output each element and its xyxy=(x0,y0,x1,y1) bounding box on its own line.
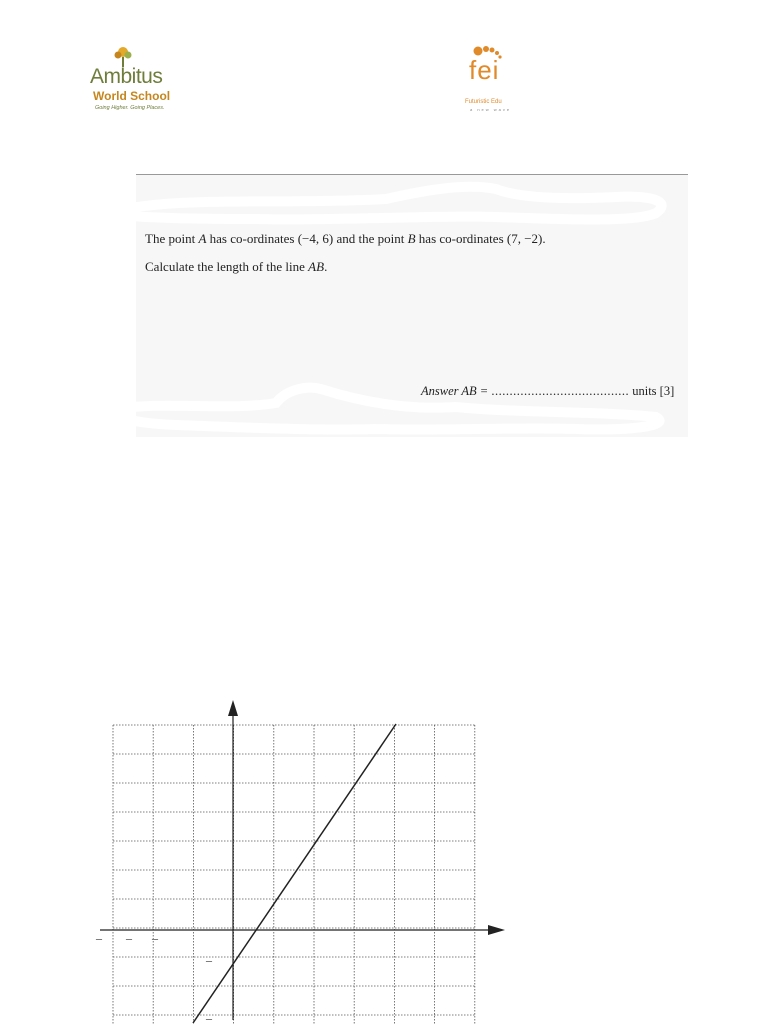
fei-logo-tagline: a new wave xyxy=(470,107,512,112)
y-axis-arrow xyxy=(228,700,238,716)
line-ab-label: AB xyxy=(308,259,325,274)
answer-blank[interactable]: ...................................... xyxy=(491,384,630,398)
point-b-label: B xyxy=(407,231,416,246)
tick-mark: – xyxy=(206,1011,212,1024)
question-text-line1 xyxy=(145,231,546,247)
tick-mark: – xyxy=(152,931,158,945)
ambitus-logo-name: Ambitus xyxy=(90,65,163,88)
answer-line xyxy=(421,384,674,399)
question-text-line2 xyxy=(145,259,327,275)
fei-logo-name: fei xyxy=(469,55,500,85)
answer-units: units [3] xyxy=(629,384,675,398)
question-text: has co-ordinates (7, −2). xyxy=(415,231,546,246)
question-panel xyxy=(136,174,688,437)
line-graph xyxy=(0,690,768,1024)
question-text: has co-ordinates (−4, 6) and the point xyxy=(206,231,408,246)
axes xyxy=(100,700,505,1020)
ambitus-logo-subtitle: World School xyxy=(93,89,171,103)
tick-mark: – xyxy=(206,953,212,967)
point-a-label: A xyxy=(198,231,207,246)
fei-logo xyxy=(462,45,532,115)
tick-mark: – xyxy=(96,931,102,945)
answer-label: Answer AB = xyxy=(421,384,492,398)
tick-mark: – xyxy=(126,931,132,945)
question-text: . xyxy=(324,259,328,274)
question-text: Calculate the length of the line xyxy=(145,259,309,274)
fei-logo-subtitle: Futuristic Edu xyxy=(465,99,502,105)
ambitus-logo-tagline: Going Higher. Going Places. xyxy=(95,105,165,111)
ambitus-logo xyxy=(88,45,208,113)
x-axis-arrow xyxy=(488,925,505,935)
question-text: The point xyxy=(145,231,199,246)
plotted-line xyxy=(193,724,396,1023)
